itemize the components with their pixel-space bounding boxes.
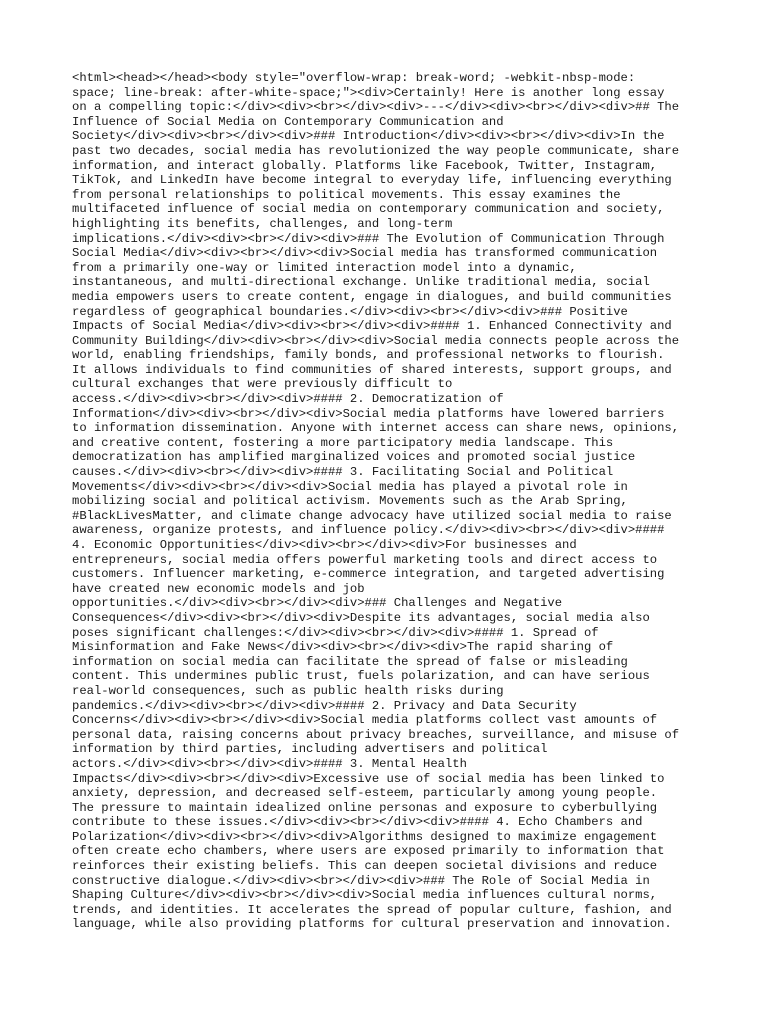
text-line: have created new economic models and job	[72, 581, 365, 596]
text-line: #BlackLivesMatter, and climate change advocacy have utilized social media to raise	[72, 508, 672, 523]
text-line: on a compelling topic:</div><div><br></div><div>---</div><div><br></div><div>## The	[72, 100, 680, 115]
text-line: opportunities.</div><div><br></div><div>### Challenges and Negative	[72, 596, 563, 611]
text-line: Movements</div><div><br></div><div>Social media has played a pivotal role in	[72, 479, 628, 494]
text-line: Community Building</div><div><br></div><div>Social media connects people across the	[72, 333, 680, 348]
text-line: Social Media</div><div><br></div><div>Social media has transformed communication	[72, 246, 658, 261]
text-line: pandemics.</div><div><br></div><div>#### 2. Privacy and Data Security	[72, 698, 577, 713]
text-line: from personal relationships to political movements. This essay examines the	[72, 187, 621, 202]
text-line: democratization has amplified marginalized voices and promoted social justice	[72, 450, 636, 465]
text-line: It allows individuals to find communities of shared interests, support groups, and	[72, 362, 672, 377]
text-line: access.</div><div><br></div><div>#### 2. Democratization of	[72, 392, 504, 407]
text-line: Influence of Social Media on Contemporary Communication and	[72, 114, 504, 129]
text-line: media empowers users to create content, engage in dialogues, and build communities	[72, 289, 672, 304]
text-line: cultural exchanges that were previously difficult to	[72, 377, 453, 392]
text-line: language, while also providing platforms for cultural preservation and innovation.	[72, 917, 672, 932]
text-line: implications.</div><div><br></div><div>### The Evolution of Communication Through	[72, 231, 665, 246]
text-line: Impacts</div><div><br></div><div>Excessive use of social media has been linked to	[72, 771, 665, 786]
text-line: past two decades, social media has revolutionized the way people communicate, share	[72, 143, 680, 158]
text-line: awareness, organize protests, and influence policy.</div><div><br></div><div>####	[72, 523, 665, 538]
text-line: and creative content, fostering a more participatory media landscape. This	[72, 435, 614, 450]
text-line: Concerns</div><div><br></div><div>Social media platforms collect vast amounts of	[72, 713, 658, 728]
text-line: <html><head></head><body style="overflow-wrap: break-word; -webkit-nbsp-mode:	[72, 71, 636, 85]
text-line: causes.</div><div><br></div><div>#### 3. Facilitating Social and Political	[72, 465, 614, 480]
text-line: instantaneous, and multi-directional exchange. Unlike traditional media, social	[72, 275, 650, 290]
text-line: Shaping Culture</div><div><br></div><div>Social media influences cultural norms,	[72, 888, 658, 903]
text-line: anxiety, depression, and decreased self-esteem, particularly among young people.	[72, 786, 658, 801]
text-line: 4. Economic Opportunities</div><div><br></div><div>For businesses and	[72, 538, 577, 552]
text-line: from a primarily one-way or limited interaction model into a dynamic,	[72, 260, 577, 275]
text-line: personal data, raising concerns about privacy breaches, surveillance, and misuse of	[72, 727, 680, 742]
text-line: TikTok, and LinkedIn have become integral to everyday life, influencing everything	[72, 173, 672, 188]
text-line: reinforces their existing beliefs. This can deepen societal divisions and reduce	[72, 859, 658, 874]
text-line: mobilizing social and political activism. Movements such as the Arab Spring,	[72, 494, 628, 509]
text-line: world, enabling friendships, family bonds, and professional networks to flourish.	[72, 348, 665, 363]
text-line: space; line-break: after-white-space;"><div>Certainly! Here is another long essay	[72, 85, 665, 100]
text-line: poses significant challenges:</div><div><br></div><div>#### 1. Spread of	[72, 625, 599, 640]
text-line: real-world consequences, such as public health risks during	[72, 683, 504, 698]
document-body	[72, 71, 700, 947]
text-line	[72, 932, 700, 947]
text-line: to information dissemination. Anyone with internet access can share news, opinions,	[72, 421, 680, 436]
text-line: Society</div><div><br></div><div>### Introduction</div><div><br></div><div>In the	[72, 129, 665, 144]
text-line: Information</div><div><br></div><div>Social media platforms have lowered barriers	[72, 406, 665, 421]
text-line: The pressure to maintain idealized online personas and exposure to cyberbullying	[72, 800, 658, 815]
text-line: Impacts of Social Media</div><div><br></div><div>#### 1. Enhanced Connectivity and	[72, 319, 672, 334]
text-line: content. This undermines public trust, fuels polarization, and can have serious	[72, 669, 650, 684]
text-line: Misinformation and Fake News</div><div><br></div><div>The rapid sharing of	[72, 640, 614, 655]
text-line: customers. Influencer marketing, e-commerce integration, and targeted advertising	[72, 567, 665, 582]
text-line: Polarization</div><div><br></div><div>Algorithms designed to maximize engagement	[72, 829, 658, 844]
text-line: Consequences</div><div><br></div><div>Despite its advantages, social media also	[72, 610, 650, 625]
text-line: actors.</div><div><br></div><div>#### 3. Mental Health	[72, 756, 467, 771]
text-line: regardless of geographical boundaries.</div><div><br></div><div>### Positive	[72, 304, 628, 319]
text-line: multifaceted influence of social media on contemporary communication and society,	[72, 202, 665, 217]
text-line: information by third parties, including advertisers and political	[72, 742, 548, 757]
text-line: information on social media can facilitate the spread of false or misleading	[72, 654, 628, 669]
text-line: constructive dialogue.</div><div><br></div><div>### The Role of Social Media in	[72, 873, 650, 888]
text-line: often create echo chambers, where users are exposed primarily to information that	[72, 844, 665, 859]
text-line: contribute to these issues.</div><div><br></div><div>#### 4. Echo Chambers and	[72, 815, 643, 830]
text-line: trends, and identities. It accelerates the spread of popular culture, fashion, and	[72, 902, 672, 917]
text-line: entrepreneurs, social media offers powerful marketing tools and direct access to	[72, 552, 658, 567]
text-line: highlighting its benefits, challenges, and long-term	[72, 216, 453, 231]
text-line: information, and interact globally. Platforms like Facebook, Twitter, Instagram,	[72, 158, 658, 173]
